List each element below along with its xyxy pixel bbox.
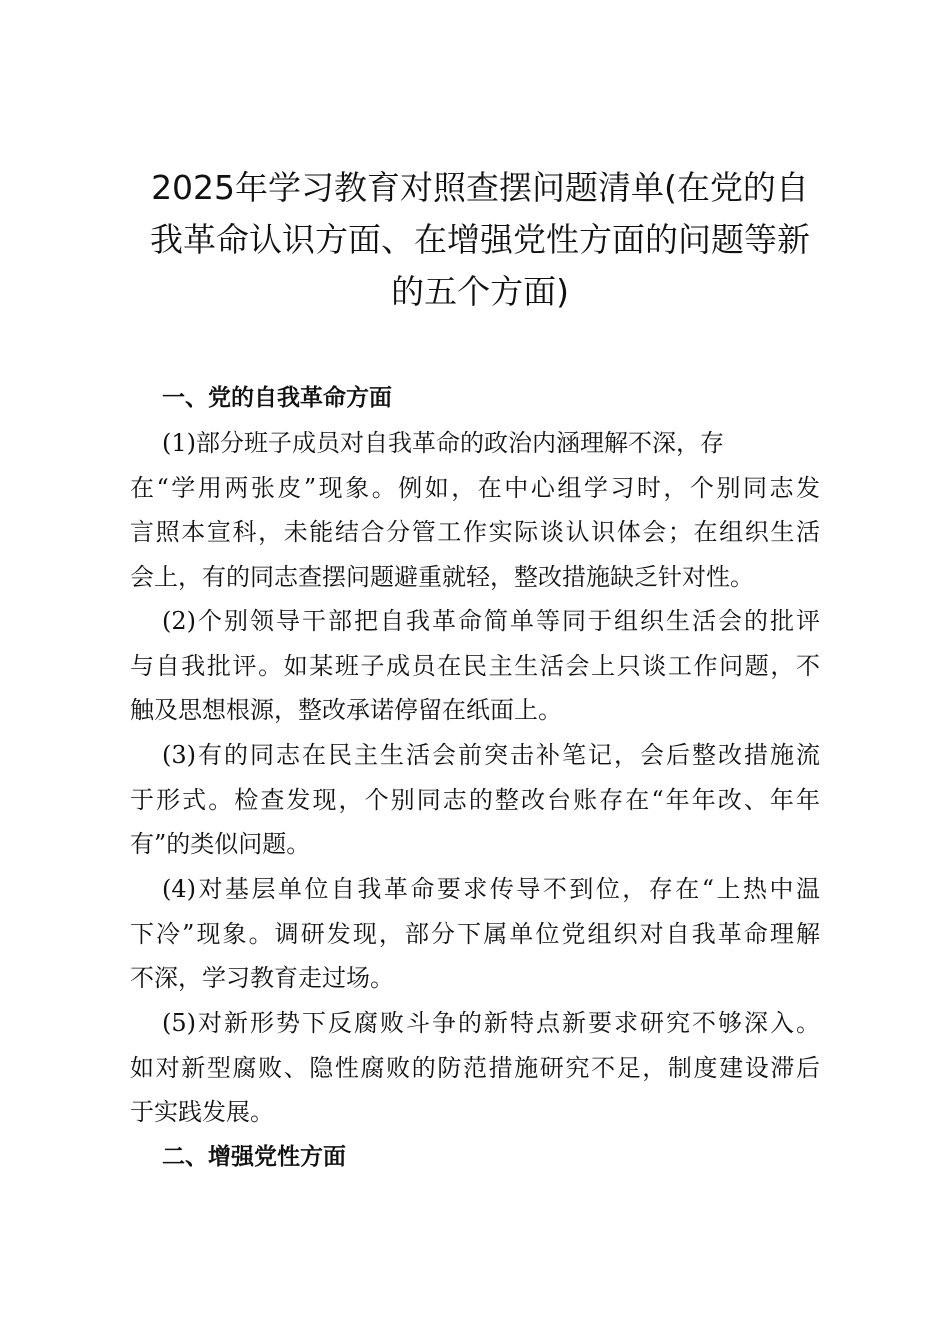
paragraph-line: 触及思想根源，整改承诺停留在纸面上。 bbox=[130, 696, 562, 725]
paragraph-line: 与自我批评。如某班子成员在民主生活会上只谈工作问题，不 bbox=[130, 651, 820, 680]
paragraph-line: 言照本宣科，未能结合分管工作实际谈认识体会；在组织生活 bbox=[130, 518, 820, 547]
paragraph-line: 下冷”现象。调研发现，部分下属单位党组织对自我革命理解 bbox=[130, 919, 820, 948]
title-line: 2025年学习教育对照查摆问题清单(在党的自 bbox=[151, 168, 809, 207]
paragraph-line: 在“学用两张皮”现象。例如，在中心组学习时，个别同志发 bbox=[130, 473, 820, 502]
section-heading-2: 二、增强党性方面 bbox=[162, 1144, 346, 1170]
paragraph-line: (4)对基层单位自我革命要求传导不到位，存在“上热中温 bbox=[162, 875, 820, 903]
title-line: 的五个方面) bbox=[391, 272, 569, 311]
paragraph-item-5 bbox=[130, 1001, 820, 1135]
paragraph-item-2 bbox=[130, 599, 820, 733]
paragraph-line: 有”的类似问题。 bbox=[130, 830, 311, 859]
paragraph-line: 于形式。检查发现，个别同志的整改台账存在“年年改、年年 bbox=[130, 785, 820, 814]
paragraph-item-3 bbox=[130, 733, 820, 867]
paragraph-line: 不深，学习教育走过场。 bbox=[130, 964, 394, 993]
paragraph-line: (3)有的同志在民主生活会前突击补笔记，会后整改措施流 bbox=[162, 741, 820, 769]
section-heading-1: 一、党的自我革命方面 bbox=[162, 385, 392, 411]
paragraph-line: 如对新型腐败、隐性腐败的防范措施研究不足，制度建设滞后 bbox=[130, 1053, 820, 1082]
paragraph-line: 会上，有的同志查摆问题避重就轻，整改措施缺乏针对性。 bbox=[130, 562, 754, 591]
paragraph-line: 于实践发展。 bbox=[130, 1098, 274, 1127]
paragraph-line: (2)个别领导干部把自我革命简单等同于组织生活会的批评 bbox=[162, 607, 820, 635]
paragraph-item-4 bbox=[130, 867, 820, 1001]
paragraph-line: (5)对新形势下反腐败斗争的新特点新要求研究不够深入。 bbox=[162, 1009, 820, 1037]
title-line: 我革命认识方面、在增强党性方面的问题等新 bbox=[150, 220, 810, 259]
document-title bbox=[120, 162, 840, 318]
paragraph-line: (1)部分班子成员对自我革命的政治内涵理解不深，存 bbox=[162, 429, 724, 457]
paragraph-item-1 bbox=[130, 421, 820, 599]
